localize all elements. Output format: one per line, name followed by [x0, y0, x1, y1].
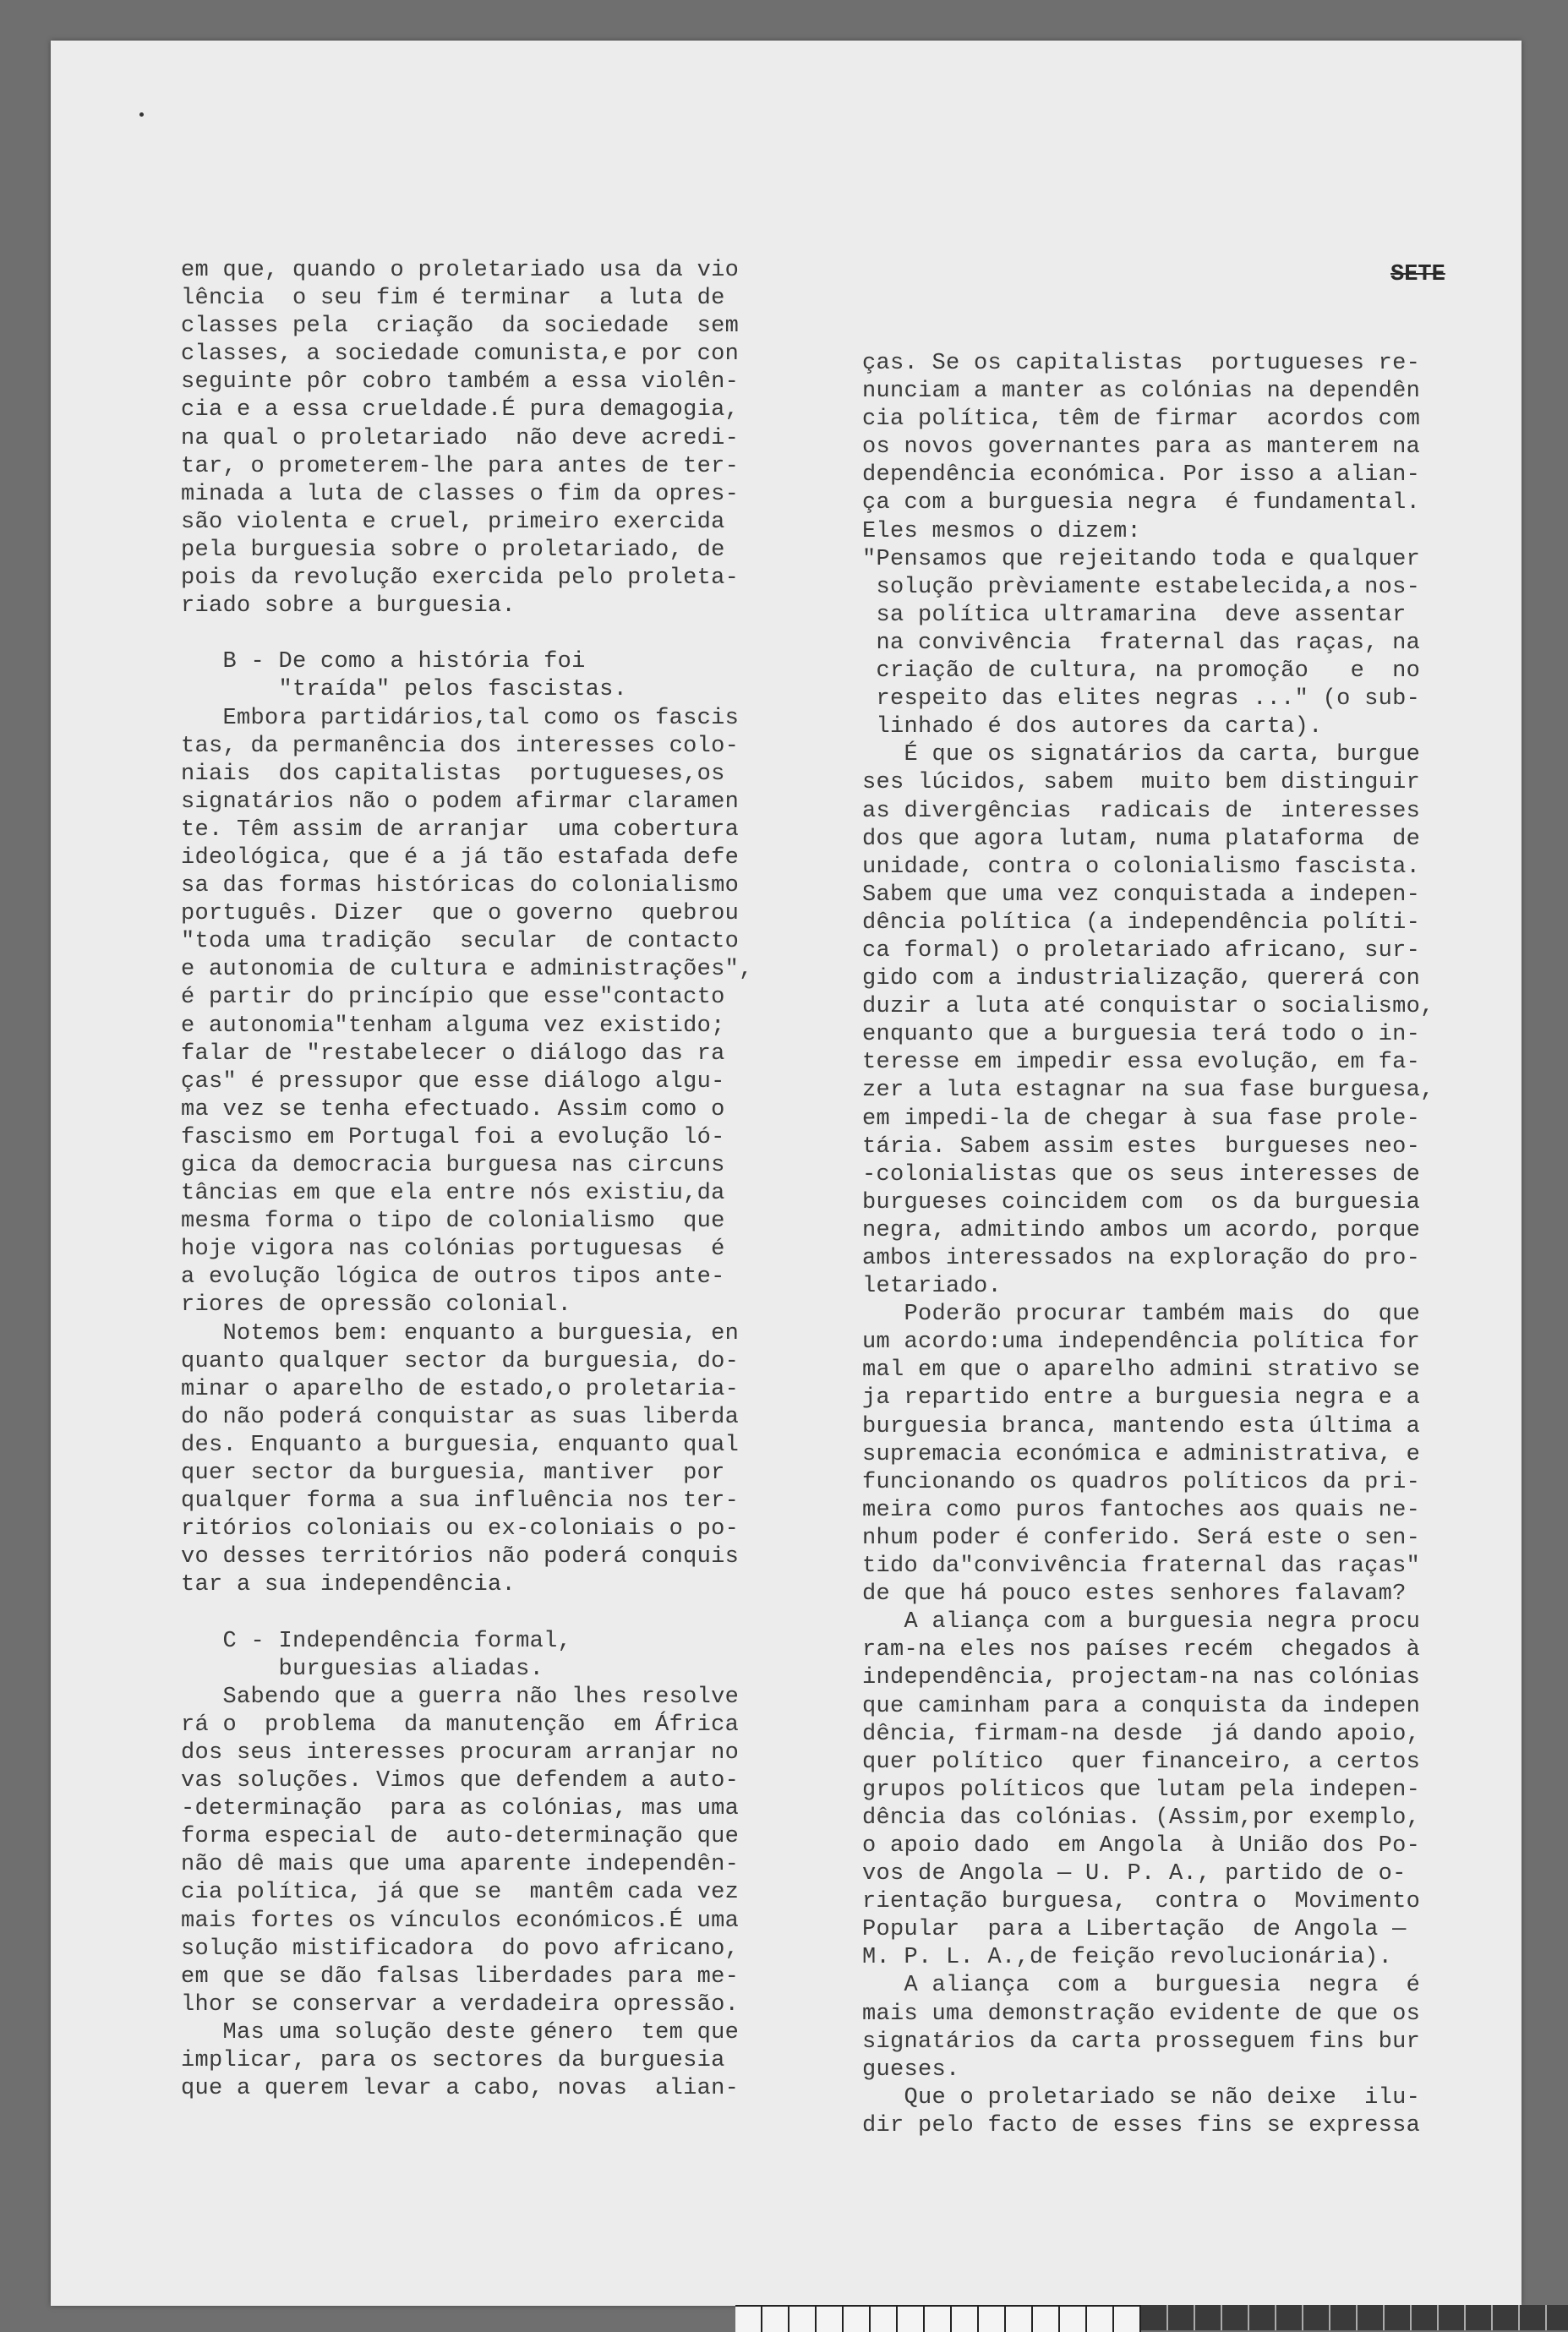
left-text-line: em que se dão falsas liberdades para me-	[181, 1963, 740, 1990]
left-text-line: cia e a essa crueldade.É pura demagogia,	[181, 397, 740, 423]
left-text-line: cia política, já que se mantêm cada vez	[181, 1880, 740, 1906]
left-text-line: signatários não o podem afirmar claramen	[181, 789, 740, 815]
left-text-line: B - De como a história foi	[181, 649, 586, 675]
left-text-line: ritórios coloniais ou ex-coloniais o po-	[181, 1516, 740, 1543]
right-text-line: respeito das elites negras ..." (o sub-	[862, 686, 1421, 713]
right-text-line: Eles mesmos o dizem:	[862, 518, 1142, 544]
right-text-line: as divergências radicais de interesses	[862, 798, 1421, 824]
right-text-line: mais uma demonstração evidente de que os	[862, 2001, 1421, 2027]
right-text-line: tária. Sabem assim estes burgueses neo-	[862, 1133, 1421, 1160]
left-text-line: implicar, para os sectores da burguesia	[181, 2048, 725, 2073]
right-text-line: de que há pouco estes senhores falavam?	[862, 1581, 1407, 1608]
left-text-line: português. Dizer que o governo quebrou	[181, 901, 740, 927]
left-text-line: pela burguesia sobre o proletariado, de	[181, 537, 725, 563]
right-text-line: ça com a burguesia negra é fundamental.	[862, 490, 1421, 516]
right-text-line: letariado.	[862, 1274, 1003, 1300]
scale-ruler	[735, 2305, 1141, 2332]
left-text-line: sa das formas históricas do colonialismo	[181, 873, 740, 899]
left-text-line: ideológica, que é a já tão estafada defe	[181, 844, 740, 871]
left-text-line: riado sobre a burguesia.	[181, 593, 516, 620]
left-text-line: mais fortes os vínculos económicos.É uma	[181, 1908, 740, 1934]
right-text-line: que caminham para a conquista da indepen	[862, 1693, 1421, 1719]
left-text-line: lhor se conservar a verdadeira opressão.	[181, 1991, 740, 2018]
left-text-line: solução mistificadora do povo africano,	[181, 1936, 740, 1962]
left-text-line: falar de "restabelecer o diálogo das ra	[181, 1040, 725, 1067]
document-page	[51, 41, 1522, 2306]
left-text-line: "traída" pelos fascistas.	[181, 677, 628, 703]
left-text-line: são violenta e cruel, primeiro exercida	[181, 509, 725, 535]
left-text-line: quanto qualquer sector da burguesia, do-	[181, 1348, 740, 1374]
right-text-line: ses lúcidos, sabem muito bem distinguir	[862, 770, 1421, 796]
right-text-line: Poderão procurar também mais do que	[862, 1302, 1421, 1328]
left-text-line: em que, quando o proletariado usa da vio	[181, 258, 740, 283]
right-text-line: o apoio dado em Angola à União dos Po-	[862, 1832, 1421, 1859]
right-text-line: em impedi-la de chegar à sua fase prole-	[862, 1106, 1421, 1132]
left-text-line: Sabendo que a guerra não lhes resolve	[181, 1684, 740, 1710]
right-text-line: signatários da carta prosseguem fins bur	[862, 2029, 1421, 2055]
right-text-line: funcionando os quadros políticos da pri-	[862, 1469, 1421, 1495]
left-text-line: tâncias em que ela entre nós existiu,da	[181, 1181, 725, 1207]
right-text-line: Sabem que uma vez conquistada a indepen-	[862, 882, 1421, 908]
left-text-line: e autonomia de cultura e administrações",	[181, 957, 753, 983]
right-text-line: A aliança com a burguesia negra é	[862, 1973, 1421, 1999]
right-text-line: ambos interessados na exploração do pro-	[862, 1246, 1421, 1271]
right-text-line: Popular para a Libertação de Angola —	[862, 1917, 1407, 1943]
right-text-line: negra, admitindo ambos um acordo, porque	[862, 1217, 1421, 1243]
right-text-line: mal em que o aparelho admini strativo se	[862, 1357, 1421, 1384]
right-text-line: burguesia branca, mantendo esta última a	[862, 1413, 1421, 1439]
left-text-line: na qual o proletariado não deve acredi-	[181, 425, 740, 451]
right-text-line: zer a luta estagnar na sua fase burguesa,	[862, 1078, 1434, 1104]
right-text-line: enquanto que a burguesia terá todo o in-	[862, 1022, 1421, 1048]
left-text-line: ças" é pressupor que esse diálogo algu-	[181, 1068, 725, 1095]
left-text-line: lência o seu fim é terminar a luta de	[181, 286, 725, 312]
right-text-line: "Pensamos que rejeitando toda e qualquer	[862, 546, 1421, 572]
page-number: SETE	[1390, 262, 1445, 287]
right-text-line: A aliança com a burguesia negra procu	[862, 1609, 1421, 1636]
right-text-line: ca formal) o proletariado africano, sur-	[862, 937, 1421, 964]
right-text-line: supremacia económica e administrativa, e	[862, 1441, 1421, 1467]
right-text-line: dependência económica. Por isso a alian-	[862, 462, 1421, 489]
right-text-line: sa política ultramarina deve assentar	[862, 602, 1407, 628]
right-text-line: tido da"convivência fraternal das raças"	[862, 1554, 1421, 1580]
left-text-line: te. Têm assim de arranjar uma cobertura	[181, 816, 740, 843]
left-text-line	[181, 1600, 823, 1628]
left-text-line: do não poderá conquistar as suas liberda	[181, 1404, 740, 1430]
left-text-line: vo desses territórios não poderá conquis	[181, 1544, 740, 1570]
right-text-line: unidade, contra o colonialismo fascista.	[862, 854, 1421, 880]
left-text-line: seguinte pôr cobro também a essa violên-	[181, 369, 740, 396]
right-text-line: quer político quer financeiro, a certos	[862, 1749, 1421, 1775]
left-text-line: é partir do princípio que esse"contacto	[181, 985, 725, 1011]
right-text-line: ja repartido entre a burguesia negra e a	[862, 1385, 1421, 1412]
right-text-line: Que o proletariado se não deixe ilu-	[862, 2084, 1421, 2111]
right-text-line: gueses.	[862, 2056, 960, 2083]
right-text-line: burgueses coincidem com os da burguesia	[862, 1189, 1421, 1215]
left-text-line: tas, da permanência dos interesses colo-	[181, 733, 740, 759]
right-text-line: M. P. L. A.,de feição revolucionária).	[862, 1945, 1393, 1971]
left-text-line: ma vez se tenha efectuado. Assim como o	[181, 1096, 725, 1122]
right-text-line: nhum poder é conferido. Será este o sen-	[862, 1525, 1421, 1551]
left-text-line: dos seus interesses procuram arranjar no	[181, 1739, 740, 1766]
right-text-line: cia política, têm de firmar acordos com	[862, 407, 1421, 433]
left-text-line: hoje vigora nas colónias portuguesas é	[181, 1237, 725, 1263]
left-text-line: a evolução lógica de outros tipos ante-	[181, 1264, 725, 1291]
right-text-line: É que os signatários da carta, burgue	[862, 742, 1421, 768]
left-text-line: classes, a sociedade comunista,e por con	[181, 341, 740, 368]
left-text-line: tar, o prometerem-lhe para antes de ter-	[181, 453, 740, 479]
right-text-line: gido com a industrialização, quererá con	[862, 966, 1421, 992]
left-text-line: mesma forma o tipo de colonialismo que	[181, 1209, 725, 1235]
right-text-line: dência, firmam-na desde já dando apoio,	[862, 1721, 1421, 1747]
left-text-line: rá o problema da manutenção em África	[181, 1712, 740, 1738]
left-text-line: não dê mais que uma aparente independên-	[181, 1852, 740, 1878]
left-column	[181, 257, 823, 2103]
color-scale-bar	[1141, 2305, 1568, 2330]
right-text-line: linhado é dos autores da carta).	[862, 714, 1323, 740]
left-text-line: Mas uma solução deste género tem que	[181, 2019, 740, 2045]
left-text-line: C - Independência formal,	[181, 1628, 572, 1654]
left-text-line: Notemos bem: enquanto a burguesia, en	[181, 1320, 740, 1346]
right-text-line: dos que agora lutam, numa plataforma de	[862, 826, 1421, 852]
right-text-line: nunciam a manter as colónias na dependên	[862, 379, 1421, 405]
right-text-line: independência, projectam-na nas colónias	[862, 1665, 1421, 1691]
right-text-line: ram-na eles nos países recém chegados à	[862, 1637, 1421, 1663]
left-text-line: minar o aparelho de estado,o proletaria-	[181, 1376, 740, 1402]
left-text-line: pois da revolução exercida pelo proleta-	[181, 565, 740, 592]
left-text-line: minada a luta de classes o fim da opres-	[181, 481, 740, 507]
left-text-line: -determinação para as colónias, mas uma	[181, 1796, 740, 1822]
right-text-line: ças. Se os capitalistas portugueses re-	[862, 351, 1421, 376]
right-text-line: dência política (a independência políti-	[862, 909, 1421, 936]
right-text-line: duzir a luta até conquistar o socialismo,	[862, 994, 1434, 1020]
right-column	[862, 350, 1496, 2140]
left-text-line: gica da democracia burguesa nas circuns	[181, 1153, 725, 1178]
right-text-line: solução prèviamente estabelecida,a nos-	[862, 574, 1421, 600]
left-text-line: quer sector da burguesia, mantiver por	[181, 1461, 725, 1487]
paper-speck	[139, 112, 144, 117]
right-text-line: meira como puros fantoches aos quais ne-	[862, 1497, 1421, 1523]
right-text-line: grupos políticos que lutam pela indepen-	[862, 1777, 1421, 1803]
left-text-line: forma especial de auto-determinação que	[181, 1824, 740, 1850]
right-text-line: criação de cultura, na promoção e no	[862, 658, 1421, 685]
right-text-line: rientação burguesa, contra o Movimento	[862, 1889, 1421, 1915]
right-text-line: teresse em impedir essa evolução, em fa-	[862, 1050, 1421, 1076]
right-text-line: dir pelo facto de esses fins se expressa	[862, 2112, 1421, 2138]
left-text-line	[181, 620, 823, 648]
right-text-line: dência das colónias. (Assim,por exemplo,	[862, 1805, 1421, 1831]
left-text-line: riores de opressão colonial.	[181, 1292, 572, 1319]
right-text-line: um acordo:uma independência política for	[862, 1330, 1421, 1356]
left-text-line: "toda uma tradição secular de contacto	[181, 929, 740, 955]
right-text-line: vos de Angola — U. P. A., partido de o-	[862, 1861, 1407, 1887]
left-text-line: que a querem levar a cabo, novas alian-	[181, 2076, 740, 2102]
right-text-line: -colonialistas que os seus interesses de	[862, 1161, 1421, 1188]
left-text-line: burguesias aliadas.	[181, 1656, 544, 1682]
left-text-line: classes pela criação da sociedade sem	[181, 314, 740, 340]
left-text-line: qualquer forma a sua influência nos ter-	[181, 1488, 740, 1515]
right-text-line: na convivência fraternal das raças, na	[862, 630, 1421, 656]
left-text-line: des. Enquanto a burguesia, enquanto qual	[181, 1432, 740, 1458]
left-text-line: niais dos capitalistas portugueses,os	[181, 761, 725, 787]
left-text-line: e autonomia"tenham alguma vez existido;	[181, 1013, 725, 1039]
left-text-line: fascismo em Portugal foi a evolução ló-	[181, 1124, 725, 1150]
left-text-line: vas soluções. Vimos que defendem a auto-	[181, 1768, 740, 1794]
left-text-line: Embora partidários,tal como os fascis	[181, 705, 740, 731]
right-text-line: os novos governantes para as manterem na	[862, 434, 1421, 461]
left-text-line: tar a sua independência.	[181, 1572, 516, 1598]
